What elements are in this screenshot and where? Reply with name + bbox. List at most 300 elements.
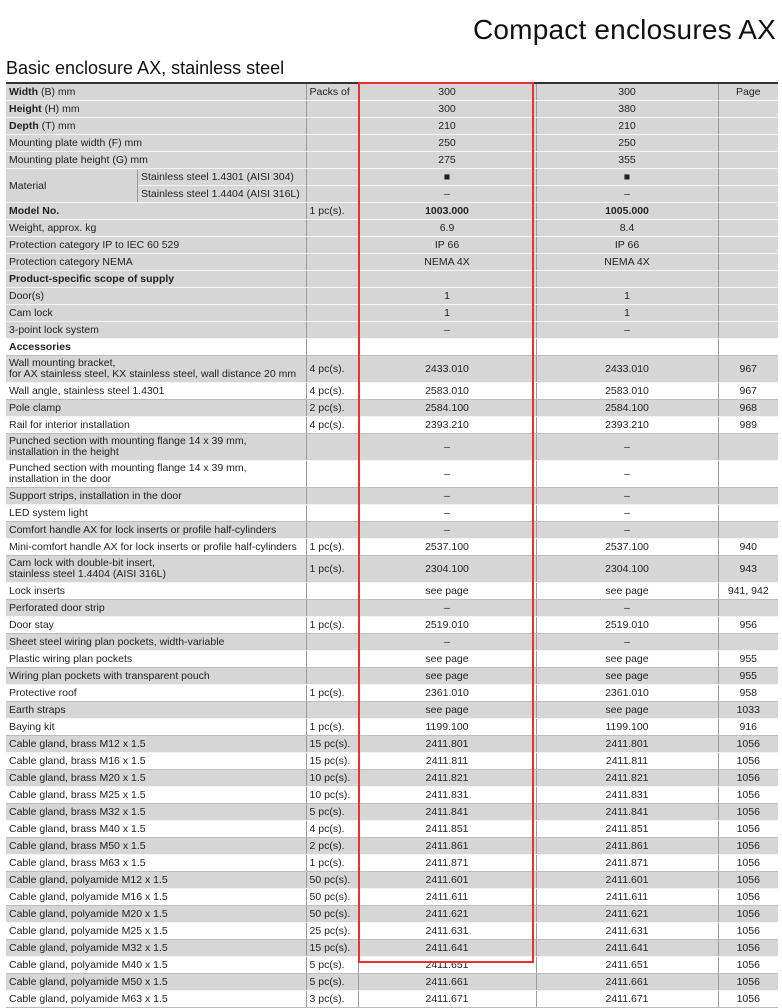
model-pack: 1 pc(s). [306, 203, 358, 220]
accessory-row [6, 461, 778, 488]
accessory-value-col2: 2393.210 [536, 417, 718, 434]
accessory-label-line1: Cam lock with double-bit insert, [9, 557, 155, 569]
packs-of-cell [306, 186, 358, 203]
value-col2: 380 [536, 101, 718, 118]
accessory-label-line1: Cable gland, polyamide M25 x 1.5 [9, 925, 168, 937]
accessory-row [6, 974, 778, 991]
accessory-value-col2: 2583.010 [536, 383, 718, 400]
dimension-label: Mounting plate height (G) mm [6, 152, 306, 169]
packs-of-cell [306, 322, 358, 339]
accessory-label [6, 702, 306, 719]
dimension-row [6, 135, 778, 152]
accessory-row [6, 838, 778, 855]
accessory-label [6, 651, 306, 668]
accessory-label [6, 804, 306, 821]
accessory-label [6, 505, 306, 522]
accessory-row [6, 736, 778, 753]
accessory-value-col2: 2411.821 [536, 770, 718, 787]
material-sub1: Stainless steel 1.4301 (AISI 304) [138, 170, 306, 186]
accessory-value-col2: 2584.100 [536, 400, 718, 417]
accessory-page: 1056 [718, 906, 778, 923]
accessory-pack: 50 pc(s). [306, 906, 358, 923]
accessory-value-col1: see page [358, 702, 536, 719]
packs-of-cell [306, 254, 358, 271]
accessory-label [6, 923, 306, 940]
accessory-page: 1056 [718, 974, 778, 991]
page-cell [718, 237, 778, 254]
value-col2: IP 66 [536, 237, 718, 254]
accessory-label [6, 855, 306, 872]
accessory-value-col1: 2411.821 [358, 770, 536, 787]
accessory-label [6, 668, 306, 685]
accessory-label [6, 400, 306, 417]
accessory-page [718, 461, 778, 488]
accessory-value-col1: 2411.661 [358, 974, 536, 991]
accessory-page: 968 [718, 400, 778, 417]
packs-of-cell [306, 169, 358, 186]
dimension-row [6, 118, 778, 135]
accessory-value-col1: – [358, 461, 536, 488]
accessory-row [6, 488, 778, 505]
accessory-row [6, 539, 778, 556]
accessory-value-col1: 2393.210 [358, 417, 536, 434]
accessory-page [718, 600, 778, 617]
accessory-pack: 5 pc(s). [306, 974, 358, 991]
accessory-value-col2: – [536, 505, 718, 522]
accessory-label [6, 872, 306, 889]
accessory-page: 1056 [718, 753, 778, 770]
accessory-value-col1: 2411.831 [358, 787, 536, 804]
accessory-value-col1: 2411.631 [358, 923, 536, 940]
accessory-label [6, 719, 306, 736]
accessory-value-col1: 2411.851 [358, 821, 536, 838]
accessory-label-line1: Cable gland, polyamide M50 x 1.5 [9, 976, 168, 988]
accessory-row [6, 522, 778, 539]
accessory-label-line1: Baying kit [9, 721, 55, 733]
accessory-label-line1: Comfort handle AX for lock inserts or profile half-cylinders [9, 524, 277, 536]
accessory-pack [306, 583, 358, 600]
packs-of-cell: Packs of [306, 83, 358, 101]
accessory-pack: 2 pc(s). [306, 838, 358, 855]
page-cell [718, 322, 778, 339]
accessory-pack: 15 pc(s). [306, 736, 358, 753]
accessory-row [6, 556, 778, 583]
accessory-label-line1: LED system light [9, 507, 88, 519]
accessory-value-col2: 2433.010 [536, 356, 718, 383]
material-sub2: Stainless steel 1.4404 (AISI 316L) [141, 187, 300, 200]
value-col1: 1 [358, 305, 536, 322]
accessory-row [6, 906, 778, 923]
accessory-row [6, 417, 778, 434]
accessory-row [6, 383, 778, 400]
accessory-label-line2: installation in the door [9, 473, 112, 485]
value-col2 [536, 339, 718, 356]
value-col1: IP 66 [358, 237, 536, 254]
page-cell [718, 203, 778, 220]
value-col2 [536, 271, 718, 288]
accessory-pack [306, 702, 358, 719]
value-col1: 300 [358, 101, 536, 118]
accessory-value-col1: 2411.811 [358, 753, 536, 770]
dimension-label [6, 101, 306, 118]
material-name: Material [6, 170, 138, 202]
accessory-label [6, 685, 306, 702]
property-row [6, 220, 778, 237]
accessory-page: 943 [718, 556, 778, 583]
value-col1: 250 [358, 135, 536, 152]
value-col1: 210 [358, 118, 536, 135]
accessory-page: 1056 [718, 838, 778, 855]
accessory-pack [306, 634, 358, 651]
property-row [6, 254, 778, 271]
accessory-value-col2: 2411.831 [536, 787, 718, 804]
accessory-value-col1: 2583.010 [358, 383, 536, 400]
value-col2: 1 [536, 288, 718, 305]
accessory-label [6, 383, 306, 400]
accessory-page: 958 [718, 685, 778, 702]
value-col1 [358, 271, 536, 288]
value-col2: NEMA 4X [536, 254, 718, 271]
scope-header-row [6, 271, 778, 288]
accessory-row [6, 651, 778, 668]
model-no-col1: 1003.000 [358, 203, 536, 220]
accessory-pack [306, 651, 358, 668]
accessory-label [6, 889, 306, 906]
property-label: Protection category NEMA [6, 254, 306, 271]
accessory-row [6, 923, 778, 940]
accessory-row [6, 872, 778, 889]
accessory-label [6, 539, 306, 556]
accessory-label [6, 522, 306, 539]
accessory-label [6, 417, 306, 434]
accessory-value-col2: – [536, 600, 718, 617]
accessory-pack: 1 pc(s). [306, 719, 358, 736]
value-col1 [358, 339, 536, 356]
accessory-value-col2: 2411.671 [536, 991, 718, 1008]
accessory-label [6, 974, 306, 991]
accessory-page [718, 488, 778, 505]
accessory-page: 1056 [718, 923, 778, 940]
accessory-value-col2: 2411.801 [536, 736, 718, 753]
accessory-value-col1: 2411.611 [358, 889, 536, 906]
accessory-label-line1: Support strips, installation in the door [9, 490, 182, 502]
accessory-label [6, 356, 306, 383]
accessory-page: 940 [718, 539, 778, 556]
accessory-value-col2: see page [536, 583, 718, 600]
accessory-page: 1056 [718, 855, 778, 872]
accessory-pack: 5 pc(s). [306, 804, 358, 821]
value-col2: – [536, 186, 718, 203]
value-col2: 300 [536, 83, 718, 101]
accessory-page: 967 [718, 383, 778, 400]
packs-of-cell [306, 288, 358, 305]
accessory-page: 941, 942 [718, 583, 778, 600]
scope-row [6, 305, 778, 322]
accessory-label-line1: Wall mounting bracket, [9, 357, 116, 369]
accessory-page: 989 [718, 417, 778, 434]
value-col1: ■ [358, 169, 536, 186]
accessory-label [6, 957, 306, 974]
accessory-label-line1: Cable gland, polyamide M12 x 1.5 [9, 874, 168, 886]
value-col1: 300 [358, 83, 536, 101]
accessory-value-col1: – [358, 600, 536, 617]
accessory-page: 1033 [718, 702, 778, 719]
accessory-value-col2: see page [536, 668, 718, 685]
accessory-label [6, 488, 306, 505]
accessory-row [6, 821, 778, 838]
accessory-pack [306, 488, 358, 505]
accessory-page: 1056 [718, 770, 778, 787]
accessory-value-col2: 2411.661 [536, 974, 718, 991]
packs-of-cell [306, 237, 358, 254]
accessory-page [718, 434, 778, 461]
accessory-label-line1: Cable gland, brass M12 x 1.5 [9, 738, 146, 750]
accessory-pack: 1 pc(s). [306, 685, 358, 702]
accessory-value-col2: – [536, 488, 718, 505]
page-cell [718, 169, 778, 186]
accessory-label-line1: Cable gland, polyamide M20 x 1.5 [9, 908, 168, 920]
value-col1: 1 [358, 288, 536, 305]
accessory-pack: 15 pc(s). [306, 753, 358, 770]
accessory-label-line1: Punched section with mounting flange 14 x 39 mm, [9, 435, 247, 447]
value-col1: 6.9 [358, 220, 536, 237]
accessory-pack: 10 pc(s). [306, 787, 358, 804]
accessory-value-col1: 2411.801 [358, 736, 536, 753]
accessory-page: 1056 [718, 940, 778, 957]
accessory-page: 956 [718, 617, 778, 634]
value-col1: 275 [358, 152, 536, 169]
packs-of-cell [306, 305, 358, 322]
accessory-pack [306, 461, 358, 488]
accessory-label [6, 821, 306, 838]
accessory-label-line1: Cable gland, brass M40 x 1.5 [9, 823, 146, 835]
accessory-label-line1: Mini-comfort handle AX for lock inserts or profile half-cylinders [9, 541, 297, 553]
section-title: Basic enclosure AX, stainless steel [6, 58, 285, 78]
accessory-label [6, 736, 306, 753]
scope-label: Cam lock [6, 305, 306, 322]
accessory-value-col1: – [358, 505, 536, 522]
accessory-pack: 1 pc(s). [306, 539, 358, 556]
accessory-value-col2: 2537.100 [536, 539, 718, 556]
accessory-label [6, 770, 306, 787]
accessory-value-col2: 2361.010 [536, 685, 718, 702]
model-no-col2: 1005.000 [536, 203, 718, 220]
accessory-label [6, 991, 306, 1008]
accessory-value-col2: 2411.631 [536, 923, 718, 940]
accessory-label-line2: for AX stainless steel, KX stainless steel, wall distance 20 mm [9, 368, 297, 380]
scope-title: Product-specific scope of supply [6, 271, 306, 288]
accessory-value-col2: 1199.100 [536, 719, 718, 736]
model-row [6, 203, 778, 220]
accessory-label [6, 461, 306, 488]
accessory-label-line1: Protective roof [9, 687, 77, 699]
value-col2: 8.4 [536, 220, 718, 237]
accessory-value-col2: 2411.651 [536, 957, 718, 974]
material-row [6, 169, 778, 186]
page-cell [718, 271, 778, 288]
accessory-value-col1: 2411.651 [358, 957, 536, 974]
accessory-page: 1056 [718, 821, 778, 838]
accessory-value-col1: – [358, 634, 536, 651]
accessory-label-line1: Door stay [9, 619, 54, 631]
accessory-pack: 10 pc(s). [306, 770, 358, 787]
accessories-title: Accessories [6, 339, 306, 356]
accessory-pack [306, 600, 358, 617]
packs-of-cell [306, 135, 358, 152]
accessory-value-col1: 2411.641 [358, 940, 536, 957]
accessory-value-col1: 2433.010 [358, 356, 536, 383]
accessory-pack: 15 pc(s). [306, 940, 358, 957]
accessory-row [6, 804, 778, 821]
dimension-row [6, 83, 778, 101]
accessory-value-col2: 2411.641 [536, 940, 718, 957]
accessory-pack: 1 pc(s). [306, 556, 358, 583]
accessory-row [6, 356, 778, 383]
dimension-name: Height [9, 103, 42, 115]
accessory-label [6, 434, 306, 461]
page-cell [718, 135, 778, 152]
value-col2: 250 [536, 135, 718, 152]
dimension-label: Mounting plate width (F) mm [6, 135, 306, 152]
accessory-pack: 50 pc(s). [306, 889, 358, 906]
accessory-pack [306, 668, 358, 685]
value-col1: NEMA 4X [358, 254, 536, 271]
page-cell [718, 220, 778, 237]
accessory-row [6, 600, 778, 617]
accessory-row [6, 770, 778, 787]
accessory-pack: 25 pc(s). [306, 923, 358, 940]
accessory-label-line1: Cable gland, brass M20 x 1.5 [9, 772, 146, 784]
accessory-pack: 5 pc(s). [306, 957, 358, 974]
accessory-row [6, 719, 778, 736]
accessory-label [6, 600, 306, 617]
spec-table [6, 82, 778, 1008]
accessory-page: 1056 [718, 957, 778, 974]
value-col1: – [358, 322, 536, 339]
accessory-page: 1056 [718, 787, 778, 804]
accessory-row [6, 889, 778, 906]
page-cell [718, 288, 778, 305]
packs-of-cell [306, 152, 358, 169]
accessory-row [6, 940, 778, 957]
packs-of-cell [306, 220, 358, 237]
accessory-value-col1: – [358, 488, 536, 505]
accessory-label-line1: Punched section with mounting flange 14 x 39 mm, [9, 462, 247, 474]
value-col2: 355 [536, 152, 718, 169]
accessory-page: 967 [718, 356, 778, 383]
page-title: Compact enclosures AX [472, 14, 776, 45]
accessory-row [6, 634, 778, 651]
page-cell [718, 186, 778, 203]
accessory-row [6, 702, 778, 719]
accessory-pack: 4 pc(s). [306, 356, 358, 383]
accessory-label [6, 617, 306, 634]
accessory-value-col2: 2411.811 [536, 753, 718, 770]
accessory-pack: 3 pc(s). [306, 991, 358, 1008]
accessory-value-col2: see page [536, 702, 718, 719]
accessory-value-col1: 2411.861 [358, 838, 536, 855]
scope-label: 3-point lock system [6, 322, 306, 339]
accessory-row [6, 685, 778, 702]
accessory-value-col1: 2361.010 [358, 685, 536, 702]
accessory-value-col2: 2411.861 [536, 838, 718, 855]
accessory-row [6, 668, 778, 685]
accessory-label [6, 838, 306, 855]
dimension-unit: (T) mm [38, 120, 76, 132]
accessory-value-col1: 2411.841 [358, 804, 536, 821]
packs-of-cell [306, 339, 358, 356]
accessory-pack [306, 522, 358, 539]
accessory-label [6, 787, 306, 804]
accessory-value-col2: – [536, 461, 718, 488]
accessory-page: 955 [718, 668, 778, 685]
accessory-value-col2: 2304.100 [536, 556, 718, 583]
accessory-value-col2: 2411.851 [536, 821, 718, 838]
accessory-pack: 2 pc(s). [306, 400, 358, 417]
accessory-row [6, 434, 778, 461]
accessory-row [6, 855, 778, 872]
accessory-row [6, 991, 778, 1008]
accessory-label-line1: Sheet steel wiring plan pockets, width-variable [9, 636, 225, 648]
accessory-pack: 4 pc(s). [306, 383, 358, 400]
accessory-page: 1056 [718, 736, 778, 753]
accessory-pack: 1 pc(s). [306, 855, 358, 872]
page-cell [718, 118, 778, 135]
page-cell [718, 305, 778, 322]
accessory-label-line1: Cable gland, polyamide M32 x 1.5 [9, 942, 168, 954]
accessory-label-line1: Wall angle, stainless steel 1.4301 [9, 385, 165, 397]
accessory-value-col1: 2411.621 [358, 906, 536, 923]
accessory-value-col2: 2411.601 [536, 872, 718, 889]
accessory-value-col1: 2411.601 [358, 872, 536, 889]
accessory-label [6, 634, 306, 651]
property-label: Weight, approx. kg [6, 220, 306, 237]
accessory-label-line1: Cable gland, brass M25 x 1.5 [9, 789, 146, 801]
accessory-label-line1: Plastic wiring plan pockets [9, 653, 133, 665]
page-cell: Page [718, 83, 778, 101]
accessory-pack: 1 pc(s). [306, 617, 358, 634]
accessory-label-line1: Cable gland, polyamide M16 x 1.5 [9, 891, 168, 903]
accessory-row [6, 753, 778, 770]
accessory-label-line1: Earth straps [9, 704, 66, 716]
accessory-value-col1: 2304.100 [358, 556, 536, 583]
dimension-name: Width [9, 86, 39, 98]
accessory-pack [306, 434, 358, 461]
accessory-label-line1: Cable gland, brass M16 x 1.5 [9, 755, 146, 767]
dimension-unit: (H) mm [41, 103, 80, 115]
accessory-label [6, 906, 306, 923]
accessory-value-col1: 2537.100 [358, 539, 536, 556]
value-col2: ■ [536, 169, 718, 186]
accessory-page: 955 [718, 651, 778, 668]
value-col2: – [536, 322, 718, 339]
dimension-label [6, 83, 306, 101]
accessory-label-line1: Cable gland, brass M50 x 1.5 [9, 840, 146, 852]
packs-of-cell [306, 271, 358, 288]
accessory-label-line1: Cable gland, brass M63 x 1.5 [9, 857, 146, 869]
accessories-header-row [6, 339, 778, 356]
accessory-row [6, 400, 778, 417]
accessory-value-col1: – [358, 434, 536, 461]
dimension-row [6, 152, 778, 169]
property-label: Protection category IP to IEC 60 529 [6, 237, 306, 254]
value-col2: 1 [536, 305, 718, 322]
page-cell [718, 254, 778, 271]
spec-table-body [6, 83, 778, 1008]
accessory-value-col2: – [536, 522, 718, 539]
model-label: Model No. [6, 203, 306, 220]
packs-of-cell [306, 118, 358, 135]
